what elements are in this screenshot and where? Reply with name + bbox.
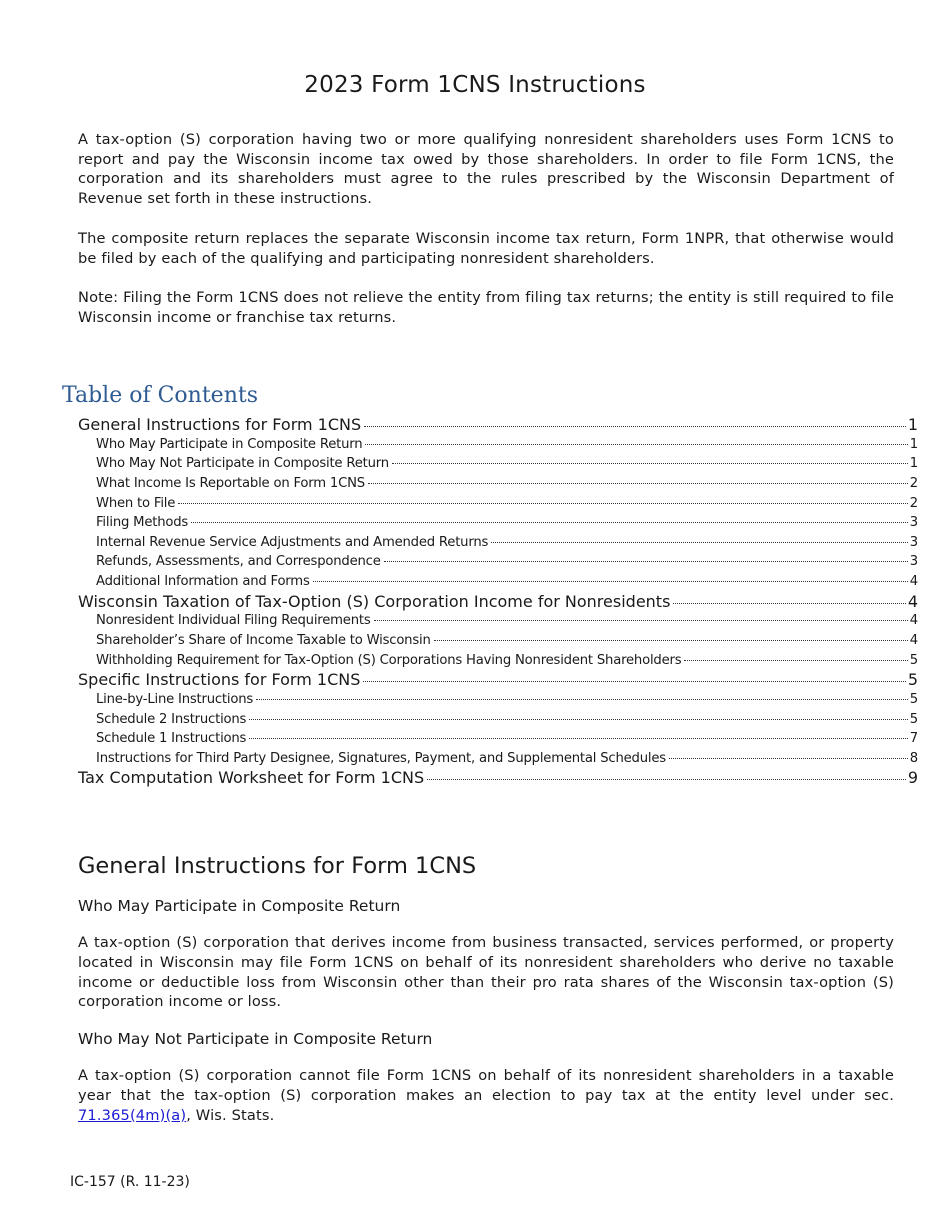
toc-leader-dots [178, 503, 908, 504]
toc-entry[interactable] [78, 592, 918, 612]
toc-leader-dots [368, 483, 908, 484]
toc-entry[interactable] [78, 494, 918, 514]
page-title: 2023 Form 1CNS Instructions [304, 72, 646, 98]
toc-entry-label[interactable]: When to File [96, 495, 176, 511]
toc-page-number: 1 [909, 436, 918, 452]
toc-entry[interactable] [78, 572, 918, 592]
toc-page-number: 5 [909, 711, 918, 727]
toc-entry-label[interactable]: Who May Participate in Composite Return [96, 436, 363, 452]
toc-heading: Table of Contents [62, 383, 259, 408]
toc-page-number: 8 [909, 750, 918, 766]
toc-page-number: 7 [909, 731, 918, 747]
toc-entry[interactable] [78, 611, 918, 631]
toc-entry[interactable] [78, 651, 918, 671]
toc-leader-dots [249, 719, 908, 720]
toc-entry[interactable] [78, 670, 918, 690]
toc-entry-label[interactable]: What Income Is Reportable on Form 1CNS [96, 475, 365, 491]
intro-paragraph: A tax-option (S) corporation having two or more qualifying nonresident shareholders uses Form 1CNS to report and pay the Wisconsin income tax owed by those shareholders. In order to file Form 1CNS, the corporation and its shareholders must agree to the rules prescribed by the Wisconsin Department of Revenue set forth in these instructions. [78, 131, 894, 208]
toc-page-number: 2 [909, 475, 918, 491]
toc-entry-label[interactable]: Instructions for Third Party Designee, Signatures, Payment, and Supplemental Schedules [96, 750, 666, 766]
toc-entry-label[interactable]: Schedule 1 Instructions [96, 731, 247, 747]
toc-leader-dots [384, 561, 908, 562]
toc-entry[interactable] [78, 552, 918, 572]
toc-page-number: 5 [909, 691, 918, 707]
toc-page-number: 5 [907, 670, 918, 690]
toc-entry[interactable] [78, 533, 918, 553]
toc-leader-dots [684, 660, 907, 661]
toc-page-number: 1 [909, 456, 918, 472]
toc-entry[interactable] [78, 690, 918, 710]
toc-leader-dots [669, 758, 908, 759]
toc-entry[interactable] [78, 454, 918, 474]
toc-page-number: 3 [909, 554, 918, 570]
toc-leader-dots [249, 738, 908, 739]
section-heading: General Instructions for Form 1CNS [78, 853, 477, 879]
toc-leader-dots [256, 699, 908, 700]
toc-entry-label[interactable]: Filing Methods [96, 515, 189, 531]
toc-page-number: 4 [907, 591, 918, 611]
toc-entry-label[interactable]: Specific Instructions for Form 1CNS [78, 670, 361, 690]
body-paragraph: A tax-option (S) corporation that derives income from business transacted, services performed, or property located in Wisconsin may file Form 1CNS on behalf of its nonresident shareholders who derive no taxable income or deductible loss from Wisconsin other than their pro rata shares of the Wisconsin tax-option (S) corporation income or loss. [78, 934, 894, 1011]
toc-page-number: 2 [909, 495, 918, 511]
toc-page-number: 1 [907, 415, 918, 434]
toc-entry[interactable] [78, 729, 918, 749]
toc-page-number: 5 [909, 652, 918, 668]
body-text: A tax-option (S) corporation cannot file Form 1CNS on behalf of its nonresident shareholders in a taxable year that the tax-option (S) corporation makes an election to pay tax at the entity level under sec. [78, 1067, 894, 1104]
toc-entry[interactable] [78, 749, 918, 769]
form-id-footer: IC-157 (R. 11-23) [70, 1174, 190, 1190]
subsection-heading: Who May Participate in Composite Return [78, 897, 401, 915]
toc-entry[interactable] [78, 435, 918, 455]
body-paragraph [78, 1066, 894, 1125]
toc-entry-label[interactable]: Wisconsin Taxation of Tax-Option (S) Corporation Income for Nonresidents [78, 591, 671, 611]
toc-leader-dots [364, 426, 906, 427]
toc-leader-dots [313, 581, 908, 582]
toc-entry-label[interactable]: Additional Information and Forms [96, 573, 310, 589]
toc-entry-label[interactable]: Schedule 2 Instructions [96, 711, 247, 727]
subsection-heading: Who May Not Participate in Composite Return [78, 1030, 433, 1049]
toc-page-number: 4 [909, 573, 918, 589]
toc-entry-label[interactable]: Who May Not Participate in Composite Return [96, 456, 389, 472]
toc-entry-label[interactable]: General Instructions for Form 1CNS [78, 415, 362, 434]
toc-page-number: 4 [909, 613, 918, 629]
body-text: , Wis. Stats. [186, 1106, 275, 1124]
toc-leader-dots [673, 603, 905, 604]
toc-entry-label[interactable]: Line-by-Line Instructions [96, 691, 254, 707]
toc-page-number: 3 [909, 515, 918, 531]
toc-entry-label[interactable]: Nonresident Individual Filing Requirements [96, 613, 371, 629]
toc-leader-dots [491, 542, 908, 543]
toc-entry[interactable] [78, 710, 918, 730]
toc-entry[interactable] [78, 474, 918, 494]
intro-note: Note: Filing the Form 1CNS does not relieve the entity from filing tax returns; the entity is still required to file Wisconsin income or franchise tax returns. [78, 289, 894, 326]
toc-entry[interactable] [78, 768, 918, 788]
toc-entry-label[interactable]: Internal Revenue Service Adjustments and Amended Returns [96, 534, 489, 550]
intro-paragraph: The composite return replaces the separate Wisconsin income tax return, Form 1NPR, that otherwise would be filed by each of the qualifying and participating nonresident shareholders. [78, 229, 894, 267]
toc-leader-dots [365, 444, 907, 445]
general-instructions-section [78, 853, 894, 1144]
toc-leader-dots [392, 463, 908, 464]
toc-entry-label[interactable]: Refunds, Assessments, and Correspondence [96, 554, 381, 570]
toc-leader-dots [191, 522, 908, 523]
toc-page-number: 9 [907, 768, 918, 788]
toc-entry[interactable] [78, 631, 918, 651]
toc-leader-dots [434, 640, 908, 641]
toc-page-number: 3 [909, 534, 918, 550]
toc-leader-dots [374, 620, 908, 621]
statute-link[interactable]: 71.365(4m)(a) [78, 1106, 187, 1124]
table-of-contents [78, 415, 918, 788]
toc-entry[interactable] [78, 415, 918, 435]
toc-entry[interactable] [78, 513, 918, 533]
toc-entry-label[interactable]: Withholding Requirement for Tax-Option (S) Corporations Having Nonresident Shareholders [96, 652, 682, 668]
toc-leader-dots [427, 779, 906, 780]
toc-page-number: 4 [909, 632, 918, 648]
toc-entry-label[interactable]: Tax Computation Worksheet for Form 1CNS [78, 768, 425, 788]
toc-leader-dots [363, 681, 905, 682]
toc-entry-label[interactable]: Shareholder’s Share of Income Taxable to Wisconsin [96, 632, 431, 648]
intro-section [78, 130, 894, 348]
